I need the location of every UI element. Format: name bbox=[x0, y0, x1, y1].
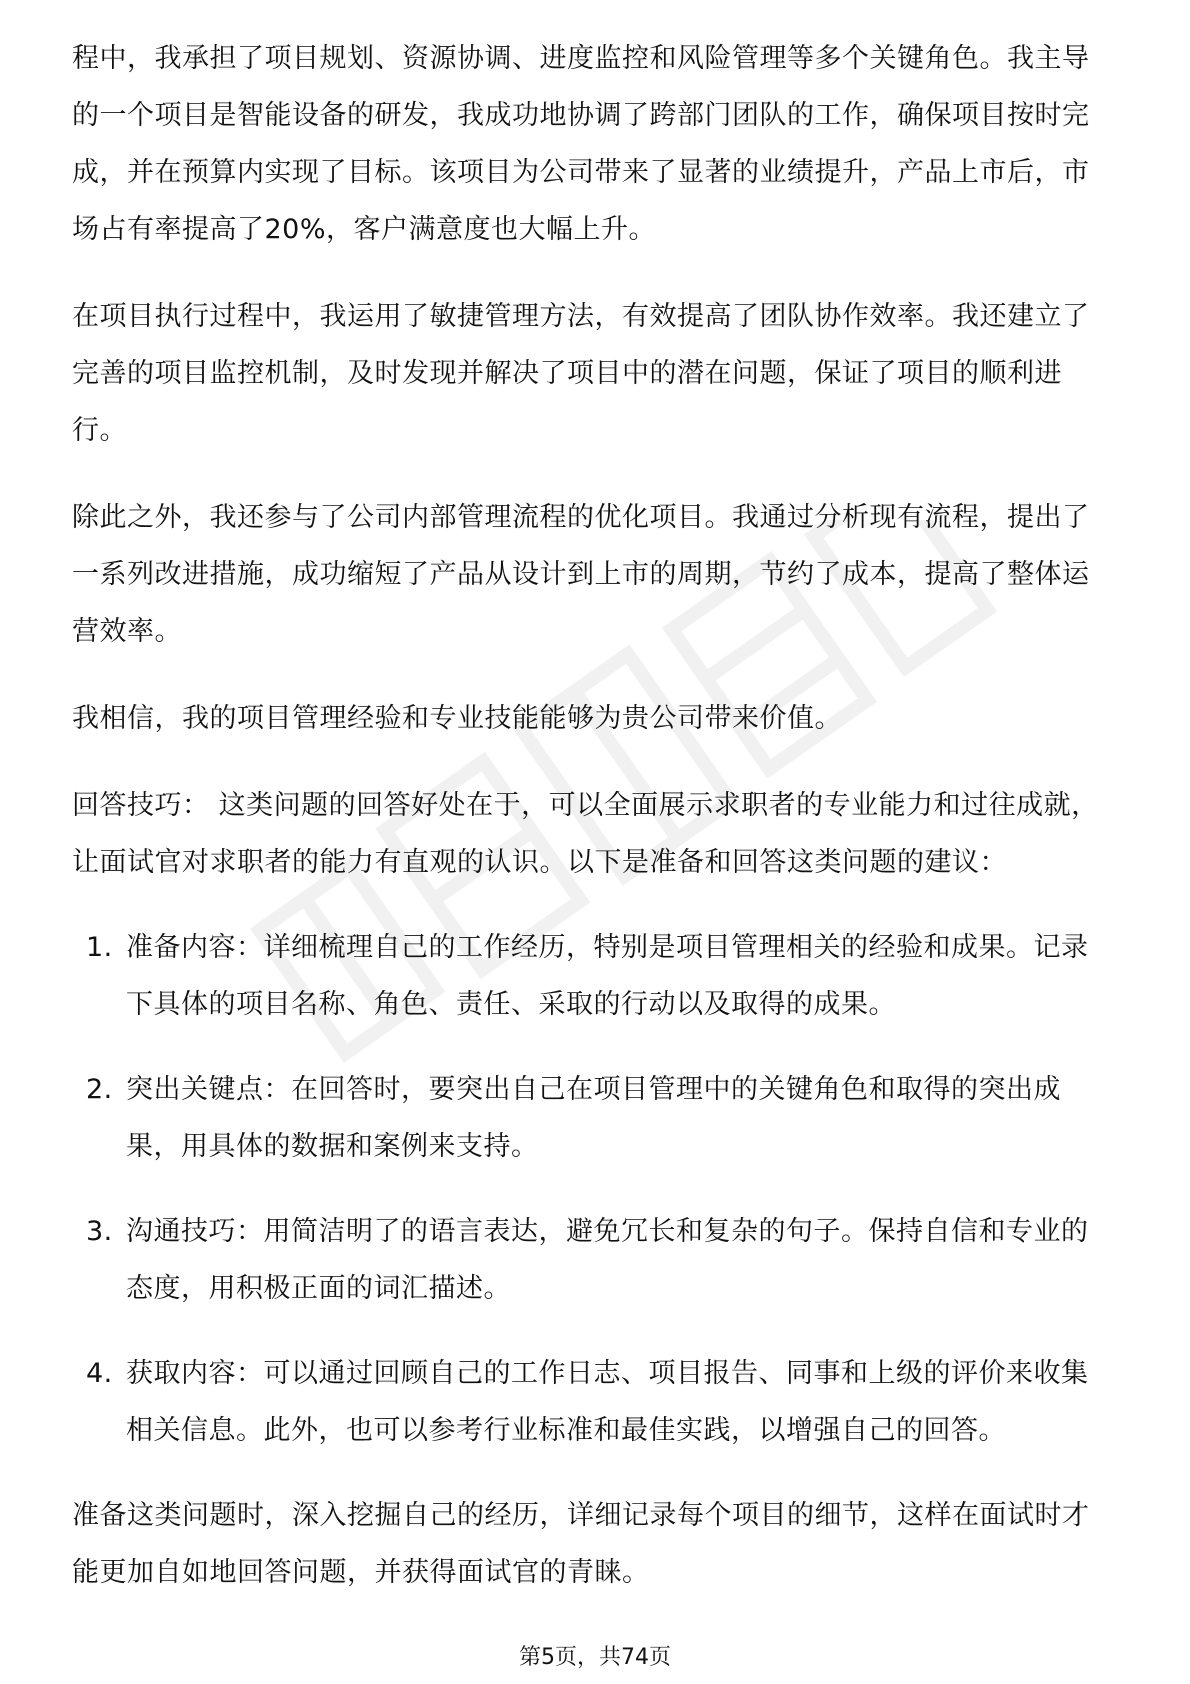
tips-list bbox=[72, 919, 1112, 1459]
list-item-text: 沟通技巧：用简洁明了的语言表达，避免冗长和复杂的句子。保持自信和专业的态度，用积极正面的词汇描述。 bbox=[126, 1216, 1089, 1304]
list-item-number: 2. bbox=[86, 1074, 113, 1105]
paragraph-value-statement: 我相信，我的项目管理经验和专业技能能够为贵公司带来价值。 bbox=[72, 703, 842, 734]
list-item-number: 4. bbox=[86, 1358, 113, 1389]
paragraph-process-optimization: 除此之外，我还参与了公司内部管理流程的优化项目。我通过分析现有流程，提出了一系列改进措施，成功缩短了产品从设计到上市的周期，节约了成本，提高了整体运营效率。 bbox=[72, 502, 1090, 647]
paragraph-project-role: 程中，我承担了项目规划、资源协调、进度监控和风险管理等多个关键角色。我主导的一个项目是智能设备的研发，我成功地协调了跨部门团队的工作，确保项目按时完成，并在预算内实现了目标。该项目为公司带来了显著的业绩提升，产品上市后，市场占有率提高了20%，客户满意度也大幅上升。 bbox=[72, 43, 1090, 245]
list-item-text: 获取内容：可以通过回顾自己的工作日志、项目报告、同事和上级的评价来收集相关信息。此外，也可以参考行业标准和最佳实践，以增强自己的回答。 bbox=[126, 1358, 1089, 1446]
paragraph-answer-tips: 回答技巧： 这类问题的回答好处在于，可以全面展示求职者的专业能力和过往成就，让面试官对求职者的能力有直观的认识。以下是准备和回答这类问题的建议： bbox=[72, 790, 1099, 878]
paragraph-closing: 准备这类问题时，深入挖掘自己的经历，详细记录每个项目的细节，这样在面试时才能更加自如地回答问题，并获得面试官的青睐。 bbox=[72, 1500, 1090, 1588]
list-item-number: 1. bbox=[86, 932, 113, 963]
paragraph-agile-management: 在项目执行过程中，我运用了敏捷管理方法，有效提高了团队协作效率。我还建立了完善的项目监控机制，及时发现并解决了项目中的潜在问题，保证了项目的顺利进行。 bbox=[72, 301, 1090, 446]
list-item-text: 突出关键点：在回答时，要突出自己在项目管理中的关键角色和取得的突出成果，用具体的数据和案例来支持。 bbox=[126, 1074, 1061, 1162]
list-item bbox=[72, 1061, 1112, 1175]
list-item bbox=[72, 1203, 1112, 1317]
page-number-footer: 第5页，共74页 bbox=[519, 1645, 671, 1670]
list-item-text: 准备内容：详细梳理自己的工作经历，特别是项目管理相关的经验和成果。记录下具体的项目名称、角色、责任、采取的行动以及取得的成果。 bbox=[126, 932, 1089, 1020]
document-page bbox=[72, 30, 1112, 1631]
list-item bbox=[72, 1345, 1112, 1459]
list-item-number: 3. bbox=[86, 1216, 113, 1247]
list-item bbox=[72, 919, 1112, 1033]
